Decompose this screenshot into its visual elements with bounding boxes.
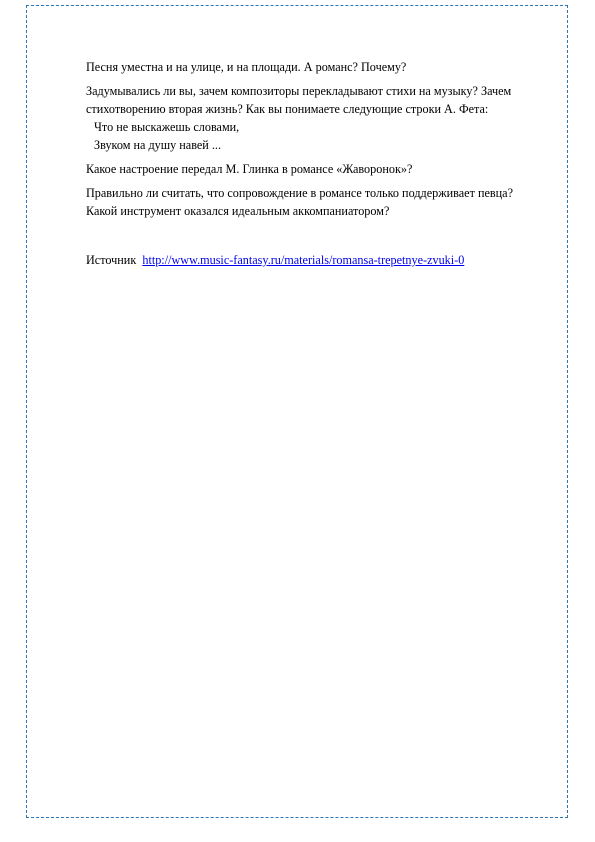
verse-line: Что не выскажешь словами, bbox=[94, 120, 240, 134]
paragraph-song-vs-romance: Песня уместна и на улице, и на площади. А романс? Почему? bbox=[86, 60, 407, 74]
source-label: Источник bbox=[86, 253, 137, 267]
source-link[interactable]: http://www.music-fantasy.ru/materials/romansa-trepetnye-zvuki-0 bbox=[142, 253, 465, 267]
verse-line: Звуком на душу навей ... bbox=[94, 138, 221, 152]
paragraph-composers-question: Задумывались ли вы, зачем композиторы перекладывают стихи на музыку? Зачем стихотворению вторая жизнь? Как вы понимаете следующие строки А. Фета: bbox=[86, 84, 512, 116]
paragraph-accompaniment-question: Правильно ли считать, что сопровождение в романсе только поддерживает певца? Какой инструмент оказался идеальным аккомпаниатором? bbox=[86, 186, 513, 218]
paragraph-lark-question: Какое настроение передал М. Глинка в романсе «Жаворонок»? bbox=[86, 162, 413, 176]
document-body bbox=[86, 58, 546, 269]
source-line bbox=[86, 251, 546, 269]
